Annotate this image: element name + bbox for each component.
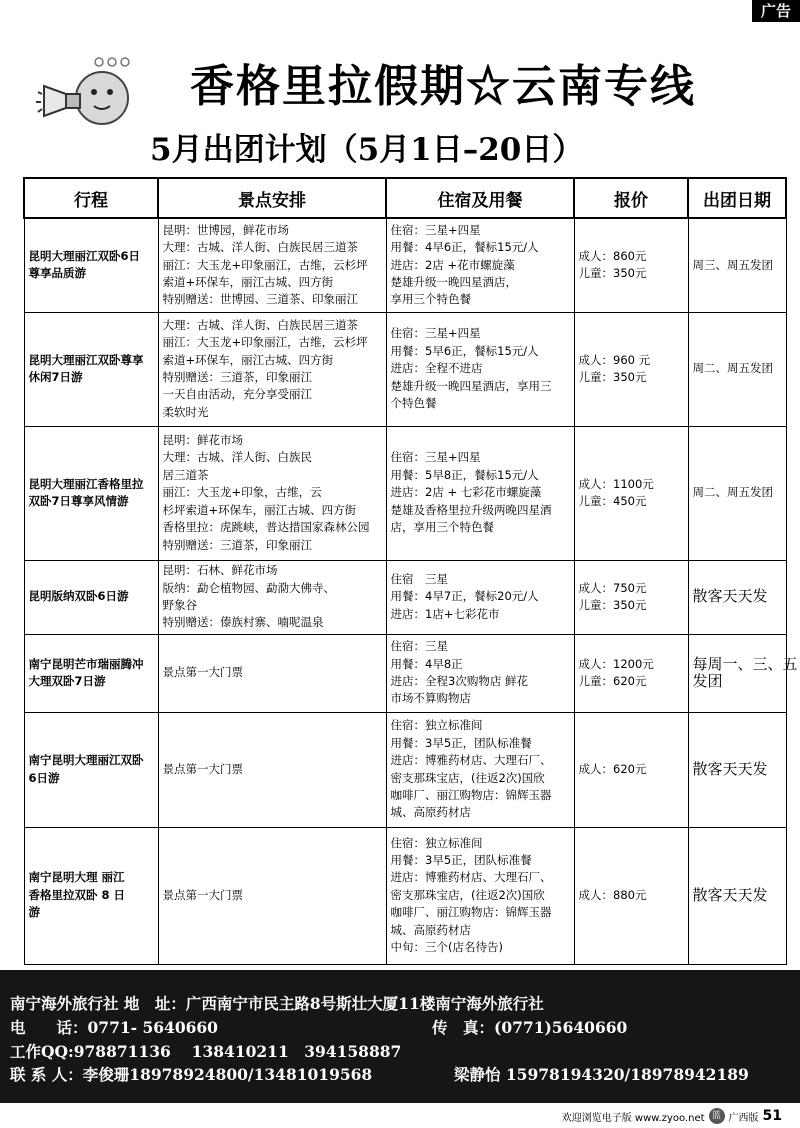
spots-cell [158,312,386,426]
lodging-cell-line: 楚雄升级一晚四星酒店， [390,274,517,289]
table-row [24,712,786,827]
lodging-cell-line: 进店：全程不进店 [390,361,483,376]
lodging-cell-line: 城、高原药材店 [390,922,471,937]
page-subtitle: 5月出团计划（5月1日–20日） [150,132,584,168]
table-row [24,426,786,560]
spots-cell-line: 丽江：大玉龙+印象，古维，云 [162,485,322,500]
agency-address: 南宁海外旅行社 地 址：广西南宁市民主路8号斯壮大厦11楼南宁海外旅行社 [10,994,544,1013]
ad-badge: 广告 [752,0,800,22]
route-cell-line: 昆明大理丽江双卧尊享 [28,352,144,367]
price-cell-line: 成人：1100元 [578,476,654,491]
site-url: 欢迎浏览电子版 www.zyoo.net [561,1112,705,1124]
date-cell [688,560,786,634]
price-cell-line: 儿童：350元 [578,266,647,281]
spots-cell-line: 香格里拉：虎跳峡，普达措国家森林公园 [162,520,370,535]
table-row [24,560,786,634]
lodging-cell-line: 个特色餐 [390,396,437,411]
lodging-cell-line: 楚雄升级一晚四星酒店，享用三 [390,378,552,393]
price-cell-line: 儿童：350元 [578,598,647,612]
price-cell [574,218,688,312]
spots-cell-line: 版纳：勐仑植物园、勐泐大佛寺、 [162,580,335,595]
lodging-cell [386,712,574,827]
price-cell [574,426,688,560]
price-cell-line: 成人：860元 [578,248,647,263]
lodging-cell-line: 住宿 三星 [390,571,448,586]
agency-qq: 工作QQ:978871136 138410211 394158887 [10,1042,402,1061]
lodging-cell [386,218,574,312]
date-cell [688,634,798,712]
route-cell-line: 6日游 [28,770,60,785]
header-price: 报价 [574,178,688,218]
lodging-cell-line: 用餐：5早8正，餐标15元/人 [390,467,539,482]
spots-cell-line: 大理：古城、洋人街、白族民居三道茶 [162,240,358,255]
route-cell-line: 南宁昆明大理 丽江 [28,870,125,885]
date-cell [688,712,786,827]
spots-cell-line: 柔软时光 [162,404,209,419]
agency-contact-1: 联 系 人：李俊珊18978924800/13481019568 [10,1065,373,1084]
date-cell-line: 每周一、三、五 [692,654,798,673]
route-cell-line: 昆明大理丽江香格里拉 [28,476,144,491]
lodging-cell-line: 进店：博雅药材店、大理石厂、 [390,870,552,885]
lodging-cell-line: 密支那珠宝店，(往返2次)国欣 [390,887,545,902]
lodging-cell-line: 进店：2店 + 七彩花市螺旋藻 [390,485,542,500]
price-cell-line: 成人：750元 [578,580,647,595]
date-cell-line: 发团 [692,672,723,690]
lodging-cell-line: 密支那珠宝店，(往返2次)国欣 [390,770,545,785]
edition-name: 广西版 [728,1112,759,1124]
spots-cell-line: 昆明：世博园，鲜花市场 [162,222,289,237]
page-number: 51 [762,1108,782,1124]
route-cell-line: 尊享品质游 [28,266,86,281]
agency-phone: 电 话：0771- 5640660 [10,1018,218,1037]
lodging-cell-line: 咖啡厂、丽江购物店：锦辉玉器 [390,787,552,802]
route-cell [24,426,158,560]
agency-contact-2: 梁静怡 15978194320/18978942189 [454,1065,749,1084]
lodging-cell-line: 城、高原药材店 [390,805,471,820]
spots-cell-line: 昆明：鲜花市场 [162,433,243,448]
lodging-cell [386,312,574,426]
spots-cell-line: 景点第一大门票 [162,665,243,680]
lodging-cell-line: 进店：全程3次购物店 鲜花 [390,674,528,688]
lodging-cell-line: 用餐：5早6正，餐标15元/人 [390,343,539,358]
spots-cell-line: 大理：古城、洋人街、白族民 [162,450,312,465]
header-lodging: 住宿及用餐 [386,178,574,218]
header-route: 行程 [24,178,158,218]
spots-cell-line: 居三道茶 [162,467,209,482]
lodging-cell-line: 用餐：3早5正，团队标准餐 [390,735,532,750]
spots-cell-line: 丽江：大玉龙+印象丽江，古维，云杉坪 [162,257,368,272]
price-cell-line: 成人：1200元 [578,656,654,671]
price-cell-line: 儿童：450元 [578,494,647,508]
spots-cell-line: 特别赠送：三道茶，印象丽江 [162,537,312,552]
lodging-cell-line: 市场不算购物店 [390,691,471,706]
spots-cell-line: 野象谷 [162,598,197,612]
date-cell [688,312,786,426]
lodging-cell-line: 用餐：4早7正，餐标20元/人 [390,589,539,604]
page-footer [562,1108,782,1124]
lodging-cell [386,634,574,712]
route-cell-line: 昆明版纳双卧6日游 [28,589,129,604]
lodging-cell-line: 住宿：三星 [390,639,448,654]
route-cell [24,634,158,712]
route-cell-line: 香格里拉双卧 8 日 [28,887,126,902]
price-cell-line: 成人：620元 [578,761,647,776]
spots-cell [158,827,386,964]
spots-cell-line: 特别赠送：世博园、三道茶、印象丽江 [162,292,358,307]
route-cell-line: 游 [28,905,40,920]
lodging-cell-line: 住宿：三星+四星 [390,450,481,465]
spots-cell-line: 杉坪索道+环保车，丽江古城、四方街 [162,502,357,517]
tour-plan-table [23,177,798,965]
price-cell-line: 成人：880元 [578,887,647,902]
table-row [24,312,786,426]
route-cell-line: 大理双卧7日游 [28,674,106,688]
date-cell-line: 周三、周五发团 [692,257,773,272]
header-date: 出团日期 [688,178,786,218]
lodging-cell [386,560,574,634]
lodging-cell-line: 住宿：独立标准间 [390,718,483,733]
route-cell-line: 南宁昆明大理丽江双卧 [28,753,144,768]
table-row [24,634,786,712]
route-cell [24,712,158,827]
route-cell [24,827,158,964]
spots-cell-line: 景点第一大门票 [162,761,243,776]
price-cell-line: 儿童：620元 [578,674,647,688]
page-title: 香格里拉假期☆云南专线 [190,61,696,112]
lodging-cell-line: 进店：博雅药材店、大理石厂、 [390,753,552,768]
route-cell-line: 休闲7日游 [28,370,83,384]
spots-cell-line: 索道+环保车，丽江古城、四方街 [162,274,334,289]
date-cell-line: 散客天天发 [692,759,768,778]
spots-cell-line: 丽江：大玉龙+印象丽江，古维，云杉坪 [162,335,368,350]
spots-cell-line: 景点第一大门票 [162,887,243,902]
price-cell [574,827,688,964]
lodging-cell [386,426,574,560]
date-cell-line: 周二、周五发团 [692,485,773,500]
route-cell-line: 昆明大理丽江双卧6日 [28,248,141,263]
spots-cell-line: 索道+环保车，丽江古城、四方街 [162,352,334,367]
agency-footer [0,970,800,1103]
edition-logo-icon: 蓝 [709,1108,725,1124]
agency-fax: 传 真：(0771)5640660 [432,1018,628,1037]
lodging-cell-line: 住宿：三星+四星 [390,222,481,237]
spots-cell [158,218,386,312]
date-cell-line: 散客天天发 [692,587,768,606]
lodging-cell-line: 用餐：3早5正，团队标准餐 [390,852,532,867]
lodging-cell-line: 中旬：三个(店名待告) [390,940,503,955]
lodging-cell-line: 楚雄及香格里拉升级两晚四星酒 [390,502,552,517]
spots-cell-line: 昆明：石林、鲜花市场 [162,563,278,578]
date-cell [688,218,786,312]
price-cell [574,634,688,712]
spots-cell-line: 一天自由活动，充分享受丽江 [162,387,312,402]
spots-cell-line: 特别赠送：傣族村寨、喃呢温泉 [162,615,324,630]
lodging-cell [386,827,574,964]
price-cell-line: 成人：960 元 [578,352,651,367]
price-cell [574,560,688,634]
spots-cell [158,560,386,634]
lodging-cell-line: 住宿：三星+四星 [390,326,481,341]
date-cell-line: 散客天天发 [692,885,768,904]
price-cell [574,312,688,426]
mascot-megaphone-icon [36,52,136,132]
price-cell [574,712,688,827]
spots-cell [158,426,386,560]
spots-cell-line: 特别赠送：三道茶，印象丽江 [162,370,312,384]
table-row [24,218,786,312]
lodging-cell-line: 用餐：4早8正 [390,656,463,671]
spots-cell [158,712,386,827]
route-cell [24,312,158,426]
route-cell [24,560,158,634]
table-row [24,827,786,964]
date-cell [688,827,786,964]
route-cell-line: 南宁昆明芒市瑞丽腾冲 [28,656,144,671]
lodging-cell-line: 享用三个特色餐 [390,292,471,307]
header-spots: 景点安排 [158,178,386,218]
lodging-cell-line: 进店：1店+七彩花市 [390,606,500,621]
lodging-cell-line: 用餐：4早6正，餐标15元/人 [390,240,539,255]
lodging-cell-line: 店，享用三个特色餐 [390,520,494,535]
date-cell-line: 周二、周五发团 [692,361,773,376]
route-cell-line: 双卧7日尊享风情游 [28,494,129,508]
lodging-cell-line: 住宿：独立标准间 [390,835,483,850]
table-header-row [24,178,786,218]
spots-cell [158,634,386,712]
route-cell [24,218,158,312]
price-cell-line: 儿童：350元 [578,370,647,384]
date-cell [688,426,786,560]
spots-cell-line: 大理：古城、洋人街、白族民居三道茶 [162,317,358,332]
lodging-cell-line: 咖啡厂、丽江购物店：锦辉玉器 [390,905,552,920]
lodging-cell-line: 进店：2店 +花市螺旋藻 [390,257,515,272]
